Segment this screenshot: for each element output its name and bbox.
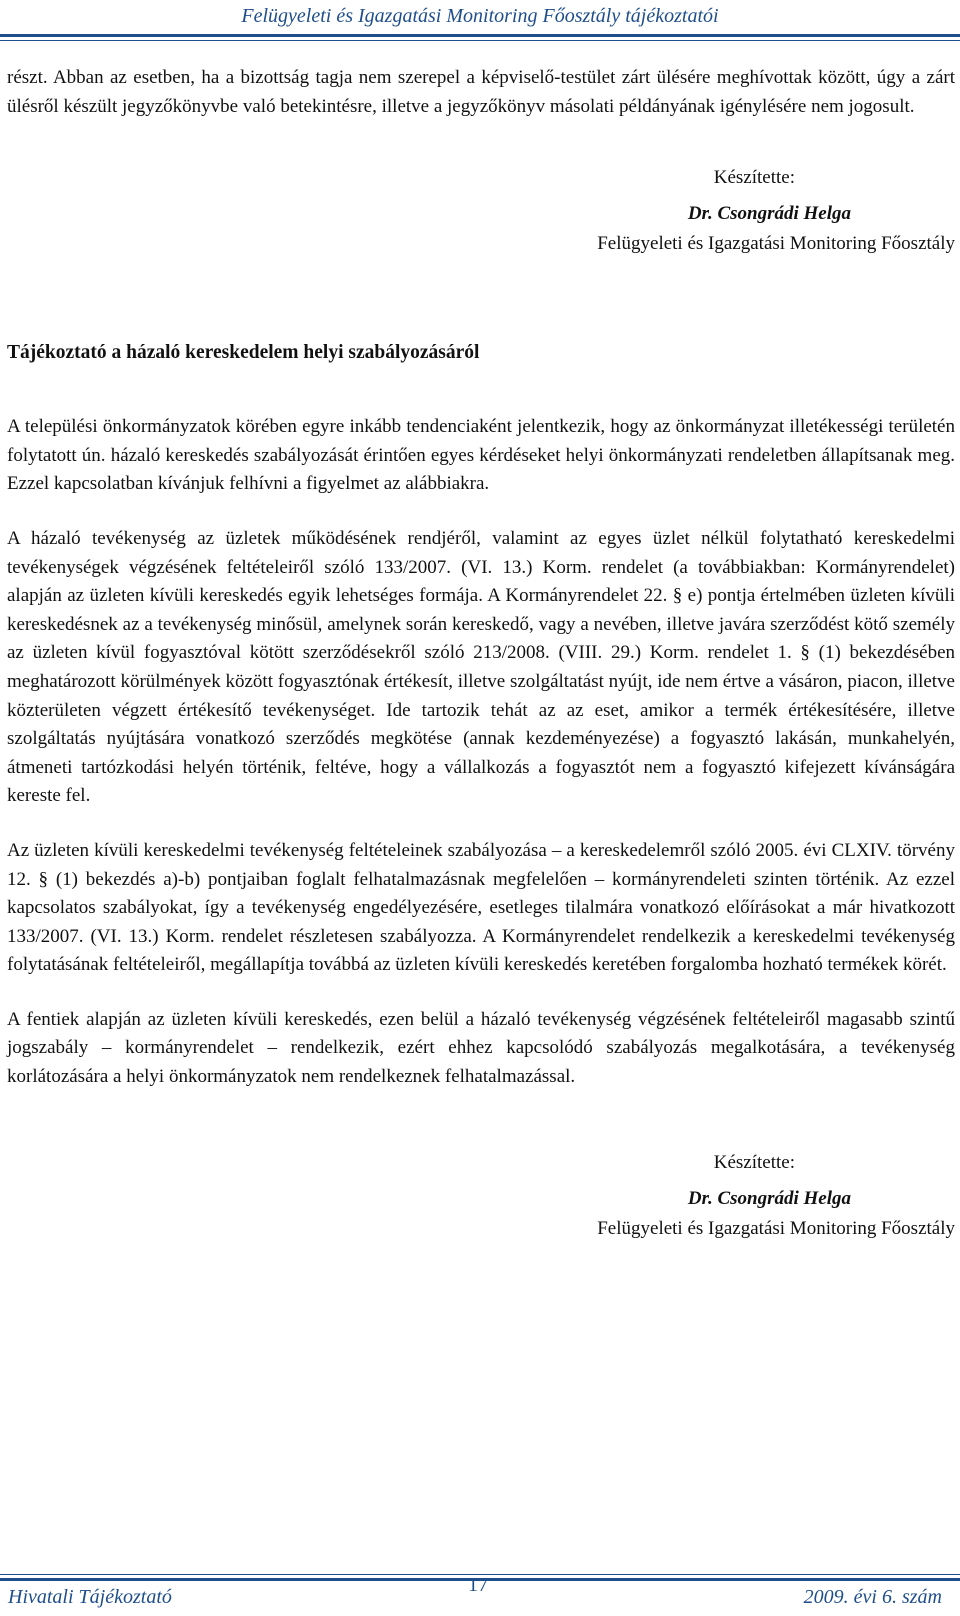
article-title: Tájékoztató a házaló kereskedelem helyi szabályozásáról [7,342,480,364]
article-paragraph-2: A házaló tevékenység az üzletek működésének rendjéről, valamint az egyes üzlet nélkül folytatható kereskedelmi tevékenységek végzésének feltételeiről szóló 133/2007. (VI. 13.) Korm. rendelet (a továbbiakban: Kormányrendelet) alapján az üzleten kívüli kereskedés egyik lehetséges formája. A Kormányrendelet 22. § e) pontja értelmében üzleten kívüli kereskedésnek az a tevékenység minősül, amelynek során kereskedő, vagy a nevében, illetve javára szerződést kötő személy az üzleten kívül fogyasztóval kötött szerződésekről szóló 213/2008. (VIII. 29.) Korm. rendelet 1. § (1) bekezdésében meghatározott körülmények között fogyasztónak értékesít, illetve szolgáltatást nyújt, ide nem értve a vásáron, piacon, illetve közterületen végzett értékesítő tevékenységet. Ide tartozik tehát az az eset, amikor a termék értékesítésére, illetve szolgáltatás nyújtására vonatkozó szerződés megkötése (annak kezdeményezése) a fogyasztó lakásán, munkahelyén, átmeneti tartózkodási helyén történik, feltéve, hogy a vállalkozás a fogyasztót nem a fogyasztó kifejezett kívánságára kereste fel. [7,527,955,807]
signature-label: Készítette: [713,167,795,189]
signature-department: Felügyeleti és Igazgatási Monitoring Főosztály [597,233,955,255]
page-number: 17 [468,1574,488,1596]
signature-department-2: Felügyeleti és Igazgatási Monitoring Főosztály [597,1217,955,1239]
intro-paragraph: részt. Abban az esetben, ha a bizottság tagja nem szerepel a képviselő-testület zárt ülésére meghívottak között, úgy a zárt ülésről készült jegyzőkönyvbe való betekintésre, illetve a jegyzőkönyv másolati példányának igénylésére nem jogosult. [7,67,955,117]
page-content [7,64,955,1244]
article-paragraph-3: Az üzleten kívüli kereskedelmi tevékenység feltételeinek szabályozása – a kereskedelemről szóló 2005. évi CLXIV. törvény 12. § (1) bekezdés a)-b) pontjaiban foglalt felhatalmazásnak megfelelően – kormányrendeleti szinten történik. Az ezzel kapcsolatos szabályokat, így a tevékenység engedélyezésére, esetleges tilalmára vonatkozó előírásokat a már hivatkozott 133/2007. (VI. 13.) Korm. rendelet részletesen szabályozza. A Kormányrendelet rendelkezik a kereskedelmi tevékenység folytatásának feltételeiről, megállapítja továbbá az üzleten kívüli kereskedés keretében forgalomba hozható termékek körét. [7,839,955,976]
signature-label-2: Készítette: [713,1151,795,1173]
signature-name: Dr. Csongrádi Helga [687,203,851,225]
signature-name-2: Dr. Csongrádi Helga [687,1187,851,1209]
header-rule [0,34,960,37]
header-rule-thin [0,40,960,41]
running-header: Felügyeleti és Igazgatási Monitoring Főosztály tájékoztatói [241,5,719,27]
article-paragraph-1: A települési önkormányzatok körében egyre inkább tendenciaként jelentkezik, hogy az önkormányzat illetékességi területén folytatott ún. házaló kereskedés szabályozását érintően egyes kérdéseket helyi önkormányzati rendeletben állapítsanak meg. Ezzel kapcsolatban kívánjuk felhívni a figyelmet az alábbiakra. [7,416,955,495]
article-paragraph-4: A fentiek alapján az üzleten kívüli kereskedés, ezen belül a házaló tevékenység végzésének feltételeiről magasabb szintű jogszabály – kormányrendelet – rendelkezik, ezért ehhez kapcsolódó szabályozás megalkotására, a tevékenység korlátozására a helyi önkormányzatok nem rendelkeznek felhatalmazással. [7,1008,955,1088]
footer-publication: Hivatali Tájékoztató [8,1586,172,1608]
footer-issue: 2009. évi 6. szám [803,1586,942,1608]
